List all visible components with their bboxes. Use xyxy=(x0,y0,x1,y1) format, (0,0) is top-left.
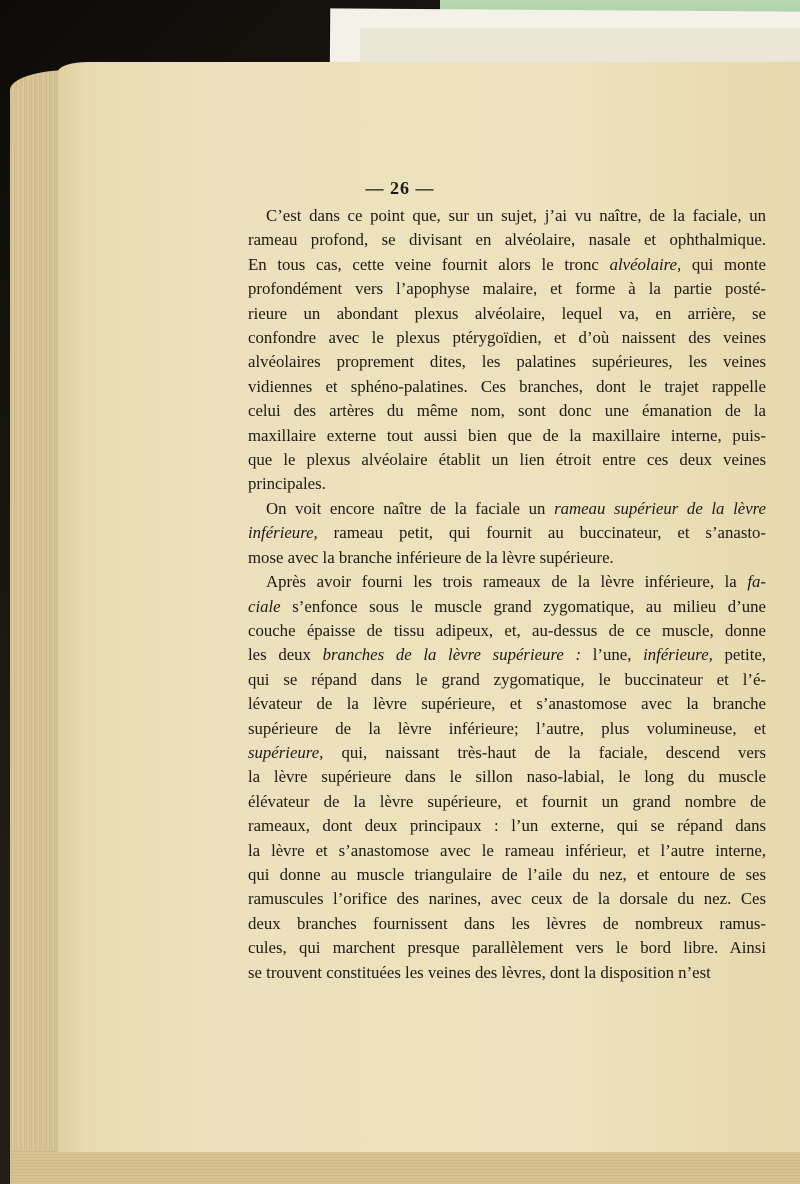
text-run: vidiennes et sphéno-palatines. Ces branches, dont le trajet rappelle xyxy=(248,376,766,396)
text-run: C’est dans ce point que, sur un sujet, j’ai vu naître, de la faciale, un xyxy=(266,206,766,225)
italic-term: ciale xyxy=(248,596,281,616)
text-run: lévateur de la lèvre supérieure, et s’anastomose avec la branche xyxy=(248,694,766,714)
text-line xyxy=(248,399,766,423)
text-run: profondément vers l’apophyse malaire, et forme à la partie posté- xyxy=(248,279,766,299)
text-run: rieure un abondant plexus alvéolaire, lequel va, en arrière, se xyxy=(248,303,766,323)
text-run: mose avec la branche inférieure de la lèvre supérieure. xyxy=(248,547,614,567)
page-number: — 26 — xyxy=(365,178,435,198)
italic-term: inférieure, xyxy=(248,523,318,543)
text-run: la lèvre et s’anastomose avec le rameau inférieur, et l’autre interne, xyxy=(248,840,766,860)
text-line xyxy=(248,424,766,448)
text-line xyxy=(248,302,766,326)
text-line xyxy=(248,546,766,570)
text-line xyxy=(248,692,766,716)
text-run: les deux xyxy=(248,645,323,665)
text-run: Après avoir fourni les trois rameaux de la lèvre inférieure, la xyxy=(266,572,748,592)
text-line xyxy=(248,253,766,277)
text-run: qui monte xyxy=(681,254,767,274)
text-line xyxy=(248,570,766,594)
body-text xyxy=(248,204,766,985)
text-run: que le plexus alvéolaire établit un lien étroit entre ces deux veines xyxy=(248,450,766,470)
text-line xyxy=(248,839,766,863)
text-line xyxy=(248,228,766,252)
text-run: celui des artères du même nom, sont donc une émanation de la xyxy=(248,401,766,421)
text-run: qui se répand dans le grand zygomatique, le buccinateur et l’é- xyxy=(248,669,766,689)
text-run: s’enfonce sous le muscle grand zygomatique, au milieu d’une xyxy=(280,596,766,616)
text-run: rameaux, dont deux principaux : l’un externe, qui se répand dans xyxy=(248,816,766,836)
text-line xyxy=(248,619,766,643)
text-run: l’une, xyxy=(581,645,644,665)
italic-term: branches de la lèvre supérieure : xyxy=(322,645,582,665)
italic-term: inférieure, xyxy=(643,645,713,665)
text-run: alvéolaires proprement dites, les palatines supérieures, les veines xyxy=(248,352,766,372)
text-run: rameau profond, se divisant en alvéolaire, nasale et ophthalmique. xyxy=(248,230,766,250)
text-line xyxy=(248,863,766,887)
italic-term: fa- xyxy=(747,572,766,592)
text-run: confondre avec le plexus ptérygoïdien, et d’où naissent des veines xyxy=(248,328,766,348)
text-run: la lèvre supérieure dans le sillon naso-labial, le long du muscle xyxy=(248,767,766,787)
text-line xyxy=(248,277,766,301)
italic-term: rameau supérieur de la lèvre xyxy=(554,498,767,518)
text-line xyxy=(248,448,766,472)
text-line xyxy=(248,936,766,960)
text-line xyxy=(248,887,766,911)
text-line xyxy=(248,326,766,350)
text-line xyxy=(248,350,766,374)
text-line xyxy=(248,497,766,521)
text-line xyxy=(248,521,766,545)
text-run: supérieure de la lèvre inférieure; l’autre, plus volumineuse, et xyxy=(248,718,766,738)
text-line xyxy=(248,961,766,985)
text-run: On voit encore naître de la faciale un xyxy=(266,498,555,518)
text-line xyxy=(248,668,766,692)
text-line xyxy=(248,765,766,789)
text-run: principales. xyxy=(248,474,326,494)
text-line xyxy=(248,595,766,619)
text-line xyxy=(248,912,766,936)
text-run: rameau petit, qui fournit au buccinateur, et s’anasto- xyxy=(317,523,766,543)
text-line xyxy=(248,741,766,765)
text-run: deux branches fournissent dans les lèvres de nombreux ramus- xyxy=(248,913,766,933)
text-line xyxy=(248,375,766,399)
text-line xyxy=(248,814,766,838)
text-line xyxy=(248,472,766,496)
text-line xyxy=(248,643,766,667)
italic-term: alvéolaire, xyxy=(609,254,682,274)
text-line xyxy=(248,717,766,741)
italic-term: supérieure, xyxy=(248,742,324,762)
text-run: ramuscules l’orifice des narines, avec ceux de la dorsale du nez. Ces xyxy=(248,889,766,909)
text-run: qui, naissant très-haut de la faciale, descend vers xyxy=(323,742,766,762)
text-line xyxy=(248,204,766,228)
text-run: se trouvent constituées les veines des lèvres, dont la disposition n’est xyxy=(248,962,711,982)
text-run: petite, xyxy=(712,645,767,665)
text-line xyxy=(248,790,766,814)
text-run: élévateur de la lèvre supérieure, et fournit un grand nombre de xyxy=(248,791,766,811)
text-run: couche épaisse de tissu adipeux, et, au-dessus de ce muscle, donne xyxy=(248,620,766,640)
page-edges-bottom xyxy=(10,1150,800,1184)
text-run: qui donne au muscle triangulaire de l’aile du nez, et entoure de ses xyxy=(248,864,766,884)
text-run: maxillaire externe tout aussi bien que de la maxillaire interne, puis- xyxy=(248,425,766,445)
text-run: En tous cas, cette veine fournit alors le tronc xyxy=(248,254,610,274)
text-run: cules, qui marchent presque parallèlement vers le bord libre. Ainsi xyxy=(248,938,766,958)
